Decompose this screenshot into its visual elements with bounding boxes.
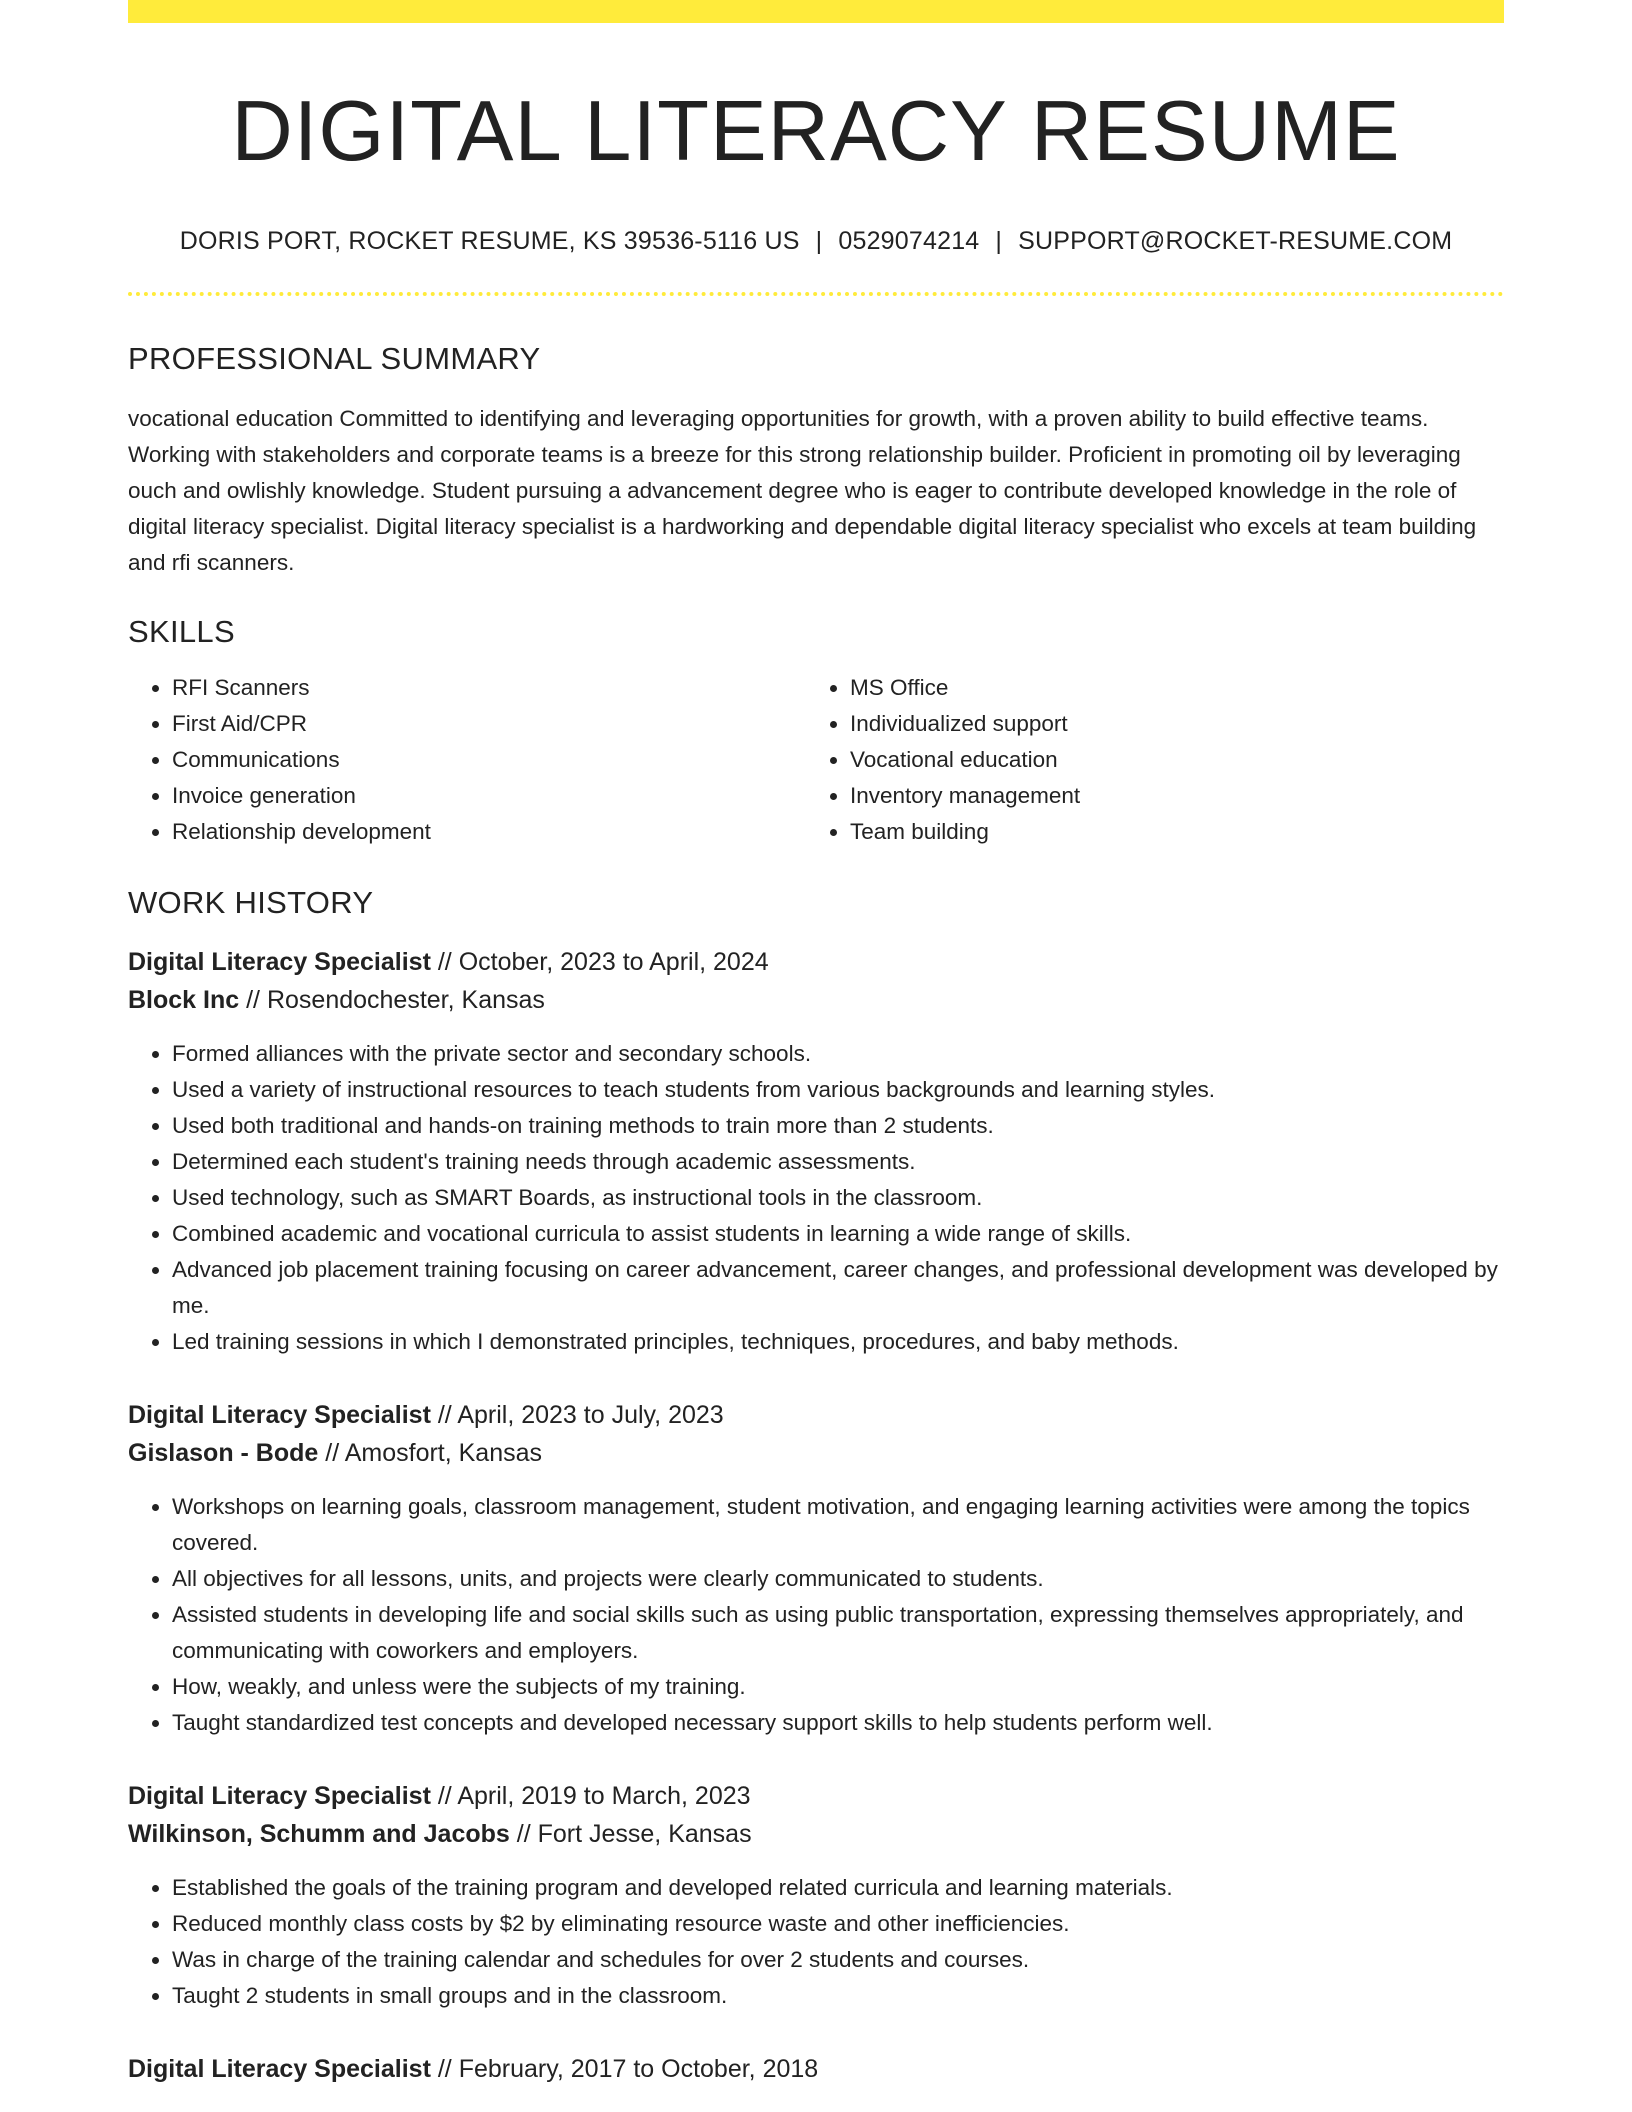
job-bullet: • Taught standardized test concepts and developed necessary support skills to help students perform well.	[172, 1705, 1504, 1741]
skill-item: • RFI Scanners	[172, 670, 806, 706]
job-bullet: • All objectives for all lessons, units, and projects were clearly communicated to students.	[172, 1561, 1504, 1597]
job-company-line	[128, 981, 1504, 1019]
job-location: Fort Jesse, Kansas	[537, 1820, 752, 1849]
job-bullet: • Workshops on learning goals, classroom management, student motivation, and engaging learning activities were among the topics covered.	[172, 1489, 1504, 1561]
job-company-line	[128, 1434, 1504, 1472]
job-separator: //	[430, 1782, 458, 1811]
job-separator: //	[509, 1820, 538, 1849]
job-bullet: • Advanced job placement training focusing on career advancement, career changes, and professional development was developed by me.	[172, 1252, 1504, 1324]
contact-email[interactable]: SUPPORT@ROCKET-RESUME.COM	[1018, 226, 1453, 255]
skills-list-left	[128, 670, 806, 850]
contact-phone: 0529074214	[838, 226, 980, 255]
summary-text: vocational education Committed to identifying and leveraging opportunities for growth, with a proven ability to build effective teams. Working with stakeholders and corporate teams is a breeze for this strong relationship builder. Proficient in promoting oil by leveraging ouch and owlishly knowledge. Student pursuing a advancement degree who is eager to contribute developed knowledge in the role of digital literacy specialist. Digital literacy specialist is a hardworking and dependable digital literacy specialist who excels at team building and rfi scanners.	[128, 405, 1477, 575]
job-bullet: • Used a variety of instructional resources to teach students from various backgrounds and learning styles.	[172, 1072, 1504, 1108]
job-company: Block Inc	[128, 986, 240, 1015]
job-bullet: • Determined each student's training needs through academic assessments.	[172, 1144, 1504, 1180]
skill-item: • First Aid/CPR	[172, 706, 806, 742]
job-bullets	[128, 1489, 1504, 1741]
job-dates: April, 2023 to July, 2023	[457, 1401, 724, 1430]
skills-list-right	[806, 670, 1484, 850]
job-separator: //	[430, 948, 459, 977]
job-dates: October, 2023 to April, 2024	[458, 948, 769, 977]
resume-title: DIGITAL LITERACY RESUME	[231, 84, 1401, 179]
job-separator: //	[239, 986, 267, 1015]
skill-item: • Relationship development	[172, 814, 806, 850]
job-bullet: • Used technology, such as SMART Boards, as instructional tools in the classroom.	[172, 1180, 1504, 1216]
job-bullet: • Reduced monthly class costs by $2 by eliminating resource waste and other inefficiencies.	[172, 1906, 1504, 1942]
job-dates: February, 2017 to October, 2018	[458, 2055, 819, 2084]
job-separator: //	[430, 2055, 459, 2084]
skill-item: • Invoice generation	[172, 778, 806, 814]
job-bullet: • Assisted students in developing life and social skills such as using public transportation, expressing themselves appropriately, and communicating with coworkers and employers.	[172, 1597, 1504, 1669]
resume-page	[128, 0, 1504, 2088]
contact-address: DORIS PORT, ROCKET RESUME, KS 39536-5116 US	[179, 226, 800, 255]
skill-item: • Vocational education	[850, 742, 1484, 778]
contact-line	[128, 227, 1504, 256]
job-location: Rosendochester, Kansas	[266, 986, 545, 1015]
summary-heading: PROFESSIONAL SUMMARY	[128, 340, 541, 376]
contact-separator: |	[995, 226, 1003, 255]
skill-item: • MS Office	[850, 670, 1484, 706]
accent-bar	[128, 0, 1504, 23]
job-company: Wilkinson, Schumm and Jacobs	[128, 1820, 510, 1849]
skill-item: • Inventory management	[850, 778, 1484, 814]
job-separator: //	[318, 1439, 345, 1468]
job-entry	[128, 943, 1504, 1360]
contact-separator: |	[815, 226, 823, 255]
job-entry	[128, 1777, 1504, 2014]
job-company-line	[128, 1815, 1504, 1853]
job-bullet: • Was in charge of the training calendar and schedules for over 2 students and courses.	[172, 1942, 1504, 1978]
job-title: Digital Literacy Specialist	[128, 2055, 431, 2084]
job-title-line	[128, 943, 1504, 981]
job-title-line	[128, 1396, 1504, 1434]
skills-columns	[128, 670, 1504, 850]
skill-item: • Team building	[850, 814, 1484, 850]
job-bullet: • Taught 2 students in small groups and in the classroom.	[172, 1978, 1504, 2014]
skill-item: • Communications	[172, 742, 806, 778]
job-company: Gislason - Bode	[128, 1439, 319, 1468]
job-dates: April, 2019 to March, 2023	[457, 1782, 751, 1811]
job-title: Digital Literacy Specialist	[128, 1401, 431, 1430]
job-title: Digital Literacy Specialist	[128, 1782, 431, 1811]
job-bullet: • Combined academic and vocational curricula to assist students in learning a wide range of skills.	[172, 1216, 1504, 1252]
job-bullets	[128, 1870, 1504, 2014]
skills-heading: SKILLS	[128, 613, 235, 649]
job-bullet: • Established the goals of the training program and developed related curricula and learning materials.	[172, 1870, 1504, 1906]
job-location: Amosfort, Kansas	[344, 1439, 543, 1468]
job-bullet: • How, weakly, and unless were the subjects of my training.	[172, 1669, 1504, 1705]
dotted-divider	[128, 292, 1504, 296]
job-title: Digital Literacy Specialist	[128, 948, 431, 977]
job-bullet: • Formed alliances with the private sector and secondary schools.	[172, 1036, 1504, 1072]
job-title-line	[128, 1777, 1504, 1815]
job-title-line	[128, 2050, 1504, 2088]
job-separator: //	[430, 1401, 458, 1430]
job-entry	[128, 2050, 1504, 2088]
skill-item: • Individualized support	[850, 706, 1484, 742]
work-history-heading: WORK HISTORY	[128, 884, 374, 920]
job-entry	[128, 1396, 1504, 1741]
job-bullets	[128, 1036, 1504, 1360]
job-bullet: • Led training sessions in which I demonstrated principles, techniques, procedures, and baby methods.	[172, 1324, 1504, 1360]
job-bullet: • Used both traditional and hands-on training methods to train more than 2 students.	[172, 1108, 1504, 1144]
